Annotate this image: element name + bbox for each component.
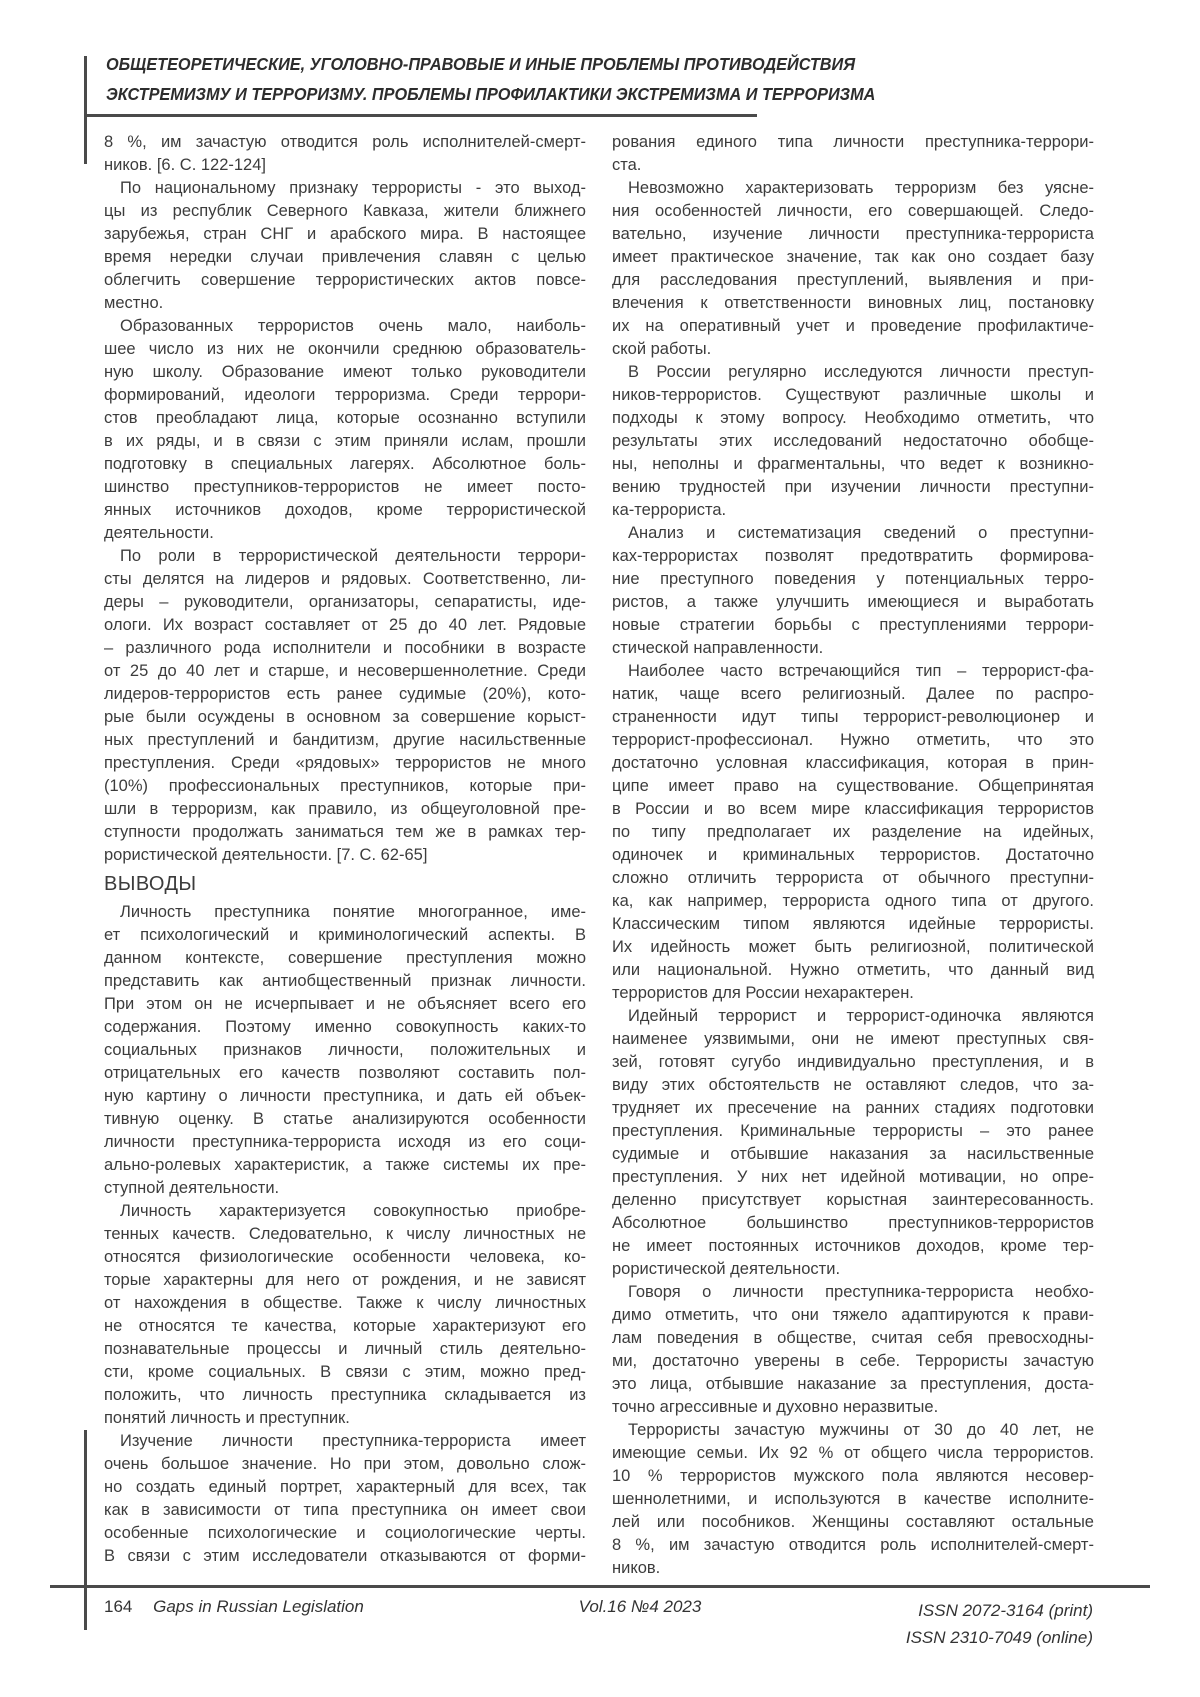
issn-online: ISSN 2310-7049 (online)	[905, 1628, 1093, 1647]
text-line: понятий личность и преступник.	[104, 1409, 350, 1427]
text-line: тивную оценку. В статье анализируются особенности	[104, 1110, 586, 1128]
text-line: сты делятся на лидеров и рядовых. Соответственно, ли-	[104, 570, 586, 588]
paragraph	[104, 545, 586, 867]
paragraph	[612, 177, 1094, 361]
paragraph	[104, 1430, 586, 1568]
footer-rule	[50, 1585, 1150, 1588]
text-line: социальных признаков личности, положительных и	[104, 1041, 586, 1059]
text-line: 8 %, им зачастую отводится роль исполнителей-смерт-	[612, 1536, 1094, 1554]
volume-issue: Vol.16 №4 2023	[578, 1597, 702, 1616]
text-line: одиночек и криминальных террористов. Достаточно	[612, 846, 1094, 864]
text-line: наименее уязвимыми, они не имеют преступных свя-	[612, 1030, 1094, 1048]
text-line: димо отметить, что они тяжело адаптируются к прави-	[612, 1306, 1094, 1324]
text-line: ской работы.	[612, 340, 712, 358]
page-number: 164	[104, 1597, 133, 1616]
text-line: Анализ и систематизация сведений о преступни-	[628, 524, 1094, 542]
text-line: террористов для России нехарактерен.	[612, 984, 914, 1002]
text-line: цы из республик Северного Кавказа, жители ближнего	[104, 202, 586, 220]
text-line: Их идейность может быть религиозной, политической	[612, 938, 1094, 956]
text-line: лам поведения в обществе, считая себя превосходны-	[612, 1329, 1094, 1347]
text-line: представить как антиобщественный признак личности.	[104, 972, 586, 990]
text-line: отрицательных его качеств позволяют составить пол-	[104, 1064, 586, 1082]
text-line: Говоря о личности преступника-террориста необхо-	[628, 1283, 1094, 1301]
paragraph	[104, 177, 586, 315]
text-line: личности преступника-террориста исходя из его соци-	[104, 1133, 586, 1151]
text-line: Классическим типом являются идейные террористы.	[612, 915, 1094, 933]
text-line: 10 % террористов мужского пола являются несовер-	[612, 1467, 1094, 1485]
text-line: познавательные процессы и личный стиль деятельно-	[104, 1340, 586, 1358]
text-line: ние преступного поведения у потенциальных терро-	[612, 570, 1094, 588]
text-line: зарубежья, стран СНГ и арабского мира. В настоящее	[104, 225, 586, 243]
paragraph	[612, 1419, 1094, 1580]
paragraph	[612, 131, 1094, 177]
text-line: рористической деятельности.	[612, 1260, 841, 1278]
text-line: виду этих обстоятельств не оставляют следов, что за-	[612, 1076, 1094, 1094]
text-line: ках-террористах позволят предотвратить формирова-	[612, 547, 1094, 565]
paragraph	[612, 522, 1094, 660]
text-line: или национальной. Нужно отметить, что данный вид	[612, 961, 1094, 979]
text-line: их на оперативный учет и проведение профилактиче-	[612, 317, 1094, 335]
text-line: новые стратегии борьбы с преступлениями террори-	[612, 616, 1094, 634]
running-head	[106, 49, 1046, 109]
text-line: облегчить совершение террористических актов повсе-	[104, 271, 586, 289]
text-line: По роли в террористической деятельности террори-	[120, 547, 586, 565]
text-line: не имеет постоянных источников доходов, кроме тер-	[612, 1237, 1094, 1255]
paragraph	[612, 1281, 1094, 1419]
footer-accent-line	[84, 1430, 87, 1630]
text-line: ны, неполны и фрагментальны, что ведет к возникно-	[612, 455, 1094, 473]
text-line: При этом он не исчерпывает и не объясняет всего его	[104, 995, 586, 1013]
text-line: Образованных террористов очень мало, наиболь-	[120, 317, 586, 335]
text-line: Террористы зачастую мужчины от 30 до 40 лет, не	[628, 1421, 1094, 1439]
running-head-line-2: ЭКСТРЕМИЗМУ И ТЕРРОРИЗМУ. ПРОБЛЕМЫ ПРОФИЛАКТИКИ ЭКСТРЕМИЗМА И ТЕРРОРИЗМА	[106, 84, 876, 104]
text-line: ную школу. Образование имеют только руководители	[104, 363, 586, 381]
text-line: ников.	[612, 1559, 661, 1577]
text-line: торые характерны для него от рождения, и не зависят	[104, 1271, 586, 1289]
text-line: Абсолютное большинство преступников-террористов	[612, 1214, 1094, 1232]
text-line: ступной деятельности.	[104, 1179, 280, 1197]
text-line: лидеров-террористов есть ранее судимые (20%), кото-	[104, 685, 586, 703]
text-line: стической направленности.	[612, 639, 824, 657]
text-line: рые были осуждены в основном за совершение корыст-	[104, 708, 586, 726]
text-line: ристов, а также улучшить имеющиеся и выработать	[612, 593, 1094, 611]
text-line: По национальному признаку террористы - это выход-	[120, 179, 586, 197]
text-line: ных преступлений и бандитизм, другие насильственные	[104, 731, 586, 749]
issn-block	[906, 1597, 1093, 1651]
text-line: В связи с этим исследователи отказываются от форми-	[104, 1547, 586, 1565]
text-line: достаточно условная классификация, которая в прин-	[612, 754, 1094, 772]
text-line: время нередки случаи привлечения славян с целью	[104, 248, 586, 266]
header-accent-line	[84, 56, 87, 164]
section-heading: ВЫВОДЫ	[104, 873, 197, 895]
text-line: имеет практическое значение, так как оно создает базу	[612, 248, 1094, 266]
paragraph	[612, 1005, 1094, 1281]
text-line: деятельности.	[104, 524, 214, 542]
header-rule	[85, 114, 757, 117]
text-line: для расследования преступлений, выявления и при-	[612, 271, 1094, 289]
text-line: тенных качеств. Следовательно, к числу личностных не	[104, 1225, 586, 1243]
text-line: Личность преступника понятие многогранное, име-	[120, 903, 586, 921]
text-line: ступности продолжать заниматься тем же в рамках тер-	[104, 823, 586, 841]
text-line: преступления. Криминальные террористы – это ранее	[612, 1122, 1094, 1140]
text-line: судимые и отбывшие наказания за насильственные	[612, 1145, 1094, 1163]
text-line: ников-террористов. Существуют различные школы и	[612, 386, 1094, 404]
running-head-line-1: ОБЩЕТЕОРЕТИЧЕСКИЕ, УГОЛОВНО-ПРАВОВЫЕ И ИНЫЕ ПРОБЛЕМЫ ПРОТИВОДЕЙСТВИЯ	[106, 54, 856, 74]
text-line: в России и во всем мире классификация террористов	[612, 800, 1094, 818]
text-line: это лица, отбывшие наказание за преступления, доста-	[612, 1375, 1094, 1393]
text-line: Невозможно характеризовать терроризм без уясне-	[628, 179, 1094, 197]
text-line: ципе имеет право на существование. Общепринятая	[612, 777, 1094, 795]
text-line: 8 %, им зачастую отводится роль исполнителей-смерт-	[104, 133, 586, 151]
text-line: ников. [6. С. 122-124]	[104, 156, 266, 174]
text-line: но создать единый портрет, характерный для всех, так	[104, 1478, 586, 1496]
text-line: деры – руководители, организаторы, сепаратисты, иде-	[104, 593, 586, 611]
text-line: (10%) профессиональных преступников, которые при-	[104, 777, 586, 795]
text-line: ет психологический и криминологический аспекты. В	[104, 926, 586, 944]
text-line: ка, как например, террориста одного типа от другого.	[612, 892, 1094, 910]
text-line: преступления. У них нет идейной мотивации, но опре-	[612, 1168, 1094, 1186]
text-line: подготовку в специальных лагерях. Абсолютное боль-	[104, 455, 586, 473]
text-line: преступления. Среди «рядовых» террористов не много	[104, 754, 586, 772]
paragraph	[104, 1200, 586, 1430]
text-line: очень большое значение. Но при этом, довольно слож-	[104, 1455, 586, 1473]
text-line: натик, чаще всего религиозный. Далее по распро-	[612, 685, 1094, 703]
paragraph	[612, 361, 1094, 522]
text-line: стов преобладают лица, которые осознанно вступили	[104, 409, 586, 427]
left-column	[104, 131, 586, 1568]
text-line: особенные психологические и социологические черты.	[104, 1524, 586, 1542]
text-line: как в зависимости от типа преступника он имеет свои	[104, 1501, 586, 1519]
text-line: ально-ролевых характеристик, а также системы их пре-	[104, 1156, 586, 1174]
text-line: рования единого типа личности преступника-террори-	[612, 133, 1094, 151]
text-line: не относятся те качества, которые характеризуют его	[104, 1317, 586, 1335]
text-line: ния особенностей личности, его совершающей. Следо-	[612, 202, 1094, 220]
paragraph	[104, 131, 586, 177]
text-line: Личность характеризуется совокупностью приобре-	[120, 1202, 586, 1220]
text-line: ологи. Их возраст составляет от 25 до 40 лет. Рядовые	[104, 616, 586, 634]
text-line: содержания. Поэтому именно совокупность каких-то	[104, 1018, 586, 1036]
text-line: точно агрессивные и духовно неразвитые.	[612, 1398, 939, 1416]
text-line: лей или пособников. Женщины составляют остальные	[612, 1513, 1094, 1531]
text-line: данном контексте, совершение преступления можно	[104, 949, 586, 967]
text-line: ста.	[612, 156, 642, 174]
text-line: формирований, идеологи терроризма. Среди террори-	[104, 386, 586, 404]
text-line: сложно отличить террориста от обычного преступни-	[612, 869, 1094, 887]
text-line: подходы к этому вопросу. Необходимо отметить, что	[612, 409, 1094, 427]
text-line: положить, что личность преступника складывается из	[104, 1386, 586, 1404]
text-line: Наиболее часто встречающийся тип – террорист-фа-	[628, 662, 1094, 680]
paragraph	[612, 660, 1094, 1005]
text-line: трудняет их пресечение на ранних стадиях подготовки	[612, 1099, 1094, 1117]
text-line: террорист-профессионал. Нужно отметить, что это	[612, 731, 1094, 749]
text-line: ную картину о личности преступника, и дать ей объек-	[104, 1087, 586, 1105]
text-line: шли в терроризм, как правило, из общеуголовной пре-	[104, 800, 586, 818]
text-line: Изучение личности преступника-террориста имеет	[120, 1432, 586, 1450]
text-line: ка-террориста.	[612, 501, 727, 519]
text-line: шеннолетними, и используются в качестве исполните-	[612, 1490, 1094, 1508]
text-line: зей, готовят сугубо индивидуально преступления, и в	[612, 1053, 1094, 1071]
text-line: вению трудностей при изучении личности преступни-	[612, 478, 1094, 496]
text-line: сти, кроме социальных. В связи с этим, можно пред-	[104, 1363, 586, 1381]
text-line: местно.	[104, 294, 164, 312]
footer-left	[104, 1597, 364, 1617]
text-line: имеющие семьи. Их 92 % от общего числа террористов.	[612, 1444, 1094, 1462]
paragraph	[104, 315, 586, 545]
text-line: страненности идут типы террорист-революционер и	[612, 708, 1094, 726]
journal-title: Gaps in Russian Legislation	[153, 1597, 364, 1616]
text-line: результаты этих исследований недостаточно обобще-	[612, 432, 1094, 450]
text-line: от 25 до 40 лет и старше, и несовершеннолетние. Среди	[104, 662, 586, 680]
text-line: относятся физиологические особенности человека, ко-	[104, 1248, 586, 1266]
text-line: по типу предполагает их разделение на идейных,	[612, 823, 1094, 841]
text-line: от нахождения в обществе. Также к числу личностных	[104, 1294, 586, 1312]
text-line: шее число из них не окончили среднюю образователь-	[104, 340, 586, 358]
text-line: ми, достаточно уверены в себе. Террористы зачастую	[612, 1352, 1094, 1370]
text-line: деленно присутствует корыстная заинтересованность.	[612, 1191, 1094, 1209]
text-line: вательно, изучение личности преступника-террориста	[612, 225, 1094, 243]
right-column	[612, 131, 1094, 1580]
text-line: рористической деятельности. [7. С. 62-65]	[104, 846, 428, 864]
text-line: влечения к ответственности виновных лиц, постановку	[612, 294, 1094, 312]
text-line: В России регулярно исследуются личности преступ-	[628, 363, 1094, 381]
issn-print: ISSN 2072-3164 (print)	[918, 1601, 1093, 1620]
text-line: янных источников доходов, кроме террористической	[104, 501, 586, 519]
text-line: – различного рода исполнители и пособники в возрасте	[104, 639, 586, 657]
text-line: Идейный террорист и террорист-одиночка являются	[628, 1007, 1094, 1025]
text-line: шинство преступников-террористов не имеет посто-	[104, 478, 586, 496]
text-line: в их ряды, и в связи с этим приняли ислам, прошли	[104, 432, 586, 450]
paragraph	[104, 901, 586, 1200]
